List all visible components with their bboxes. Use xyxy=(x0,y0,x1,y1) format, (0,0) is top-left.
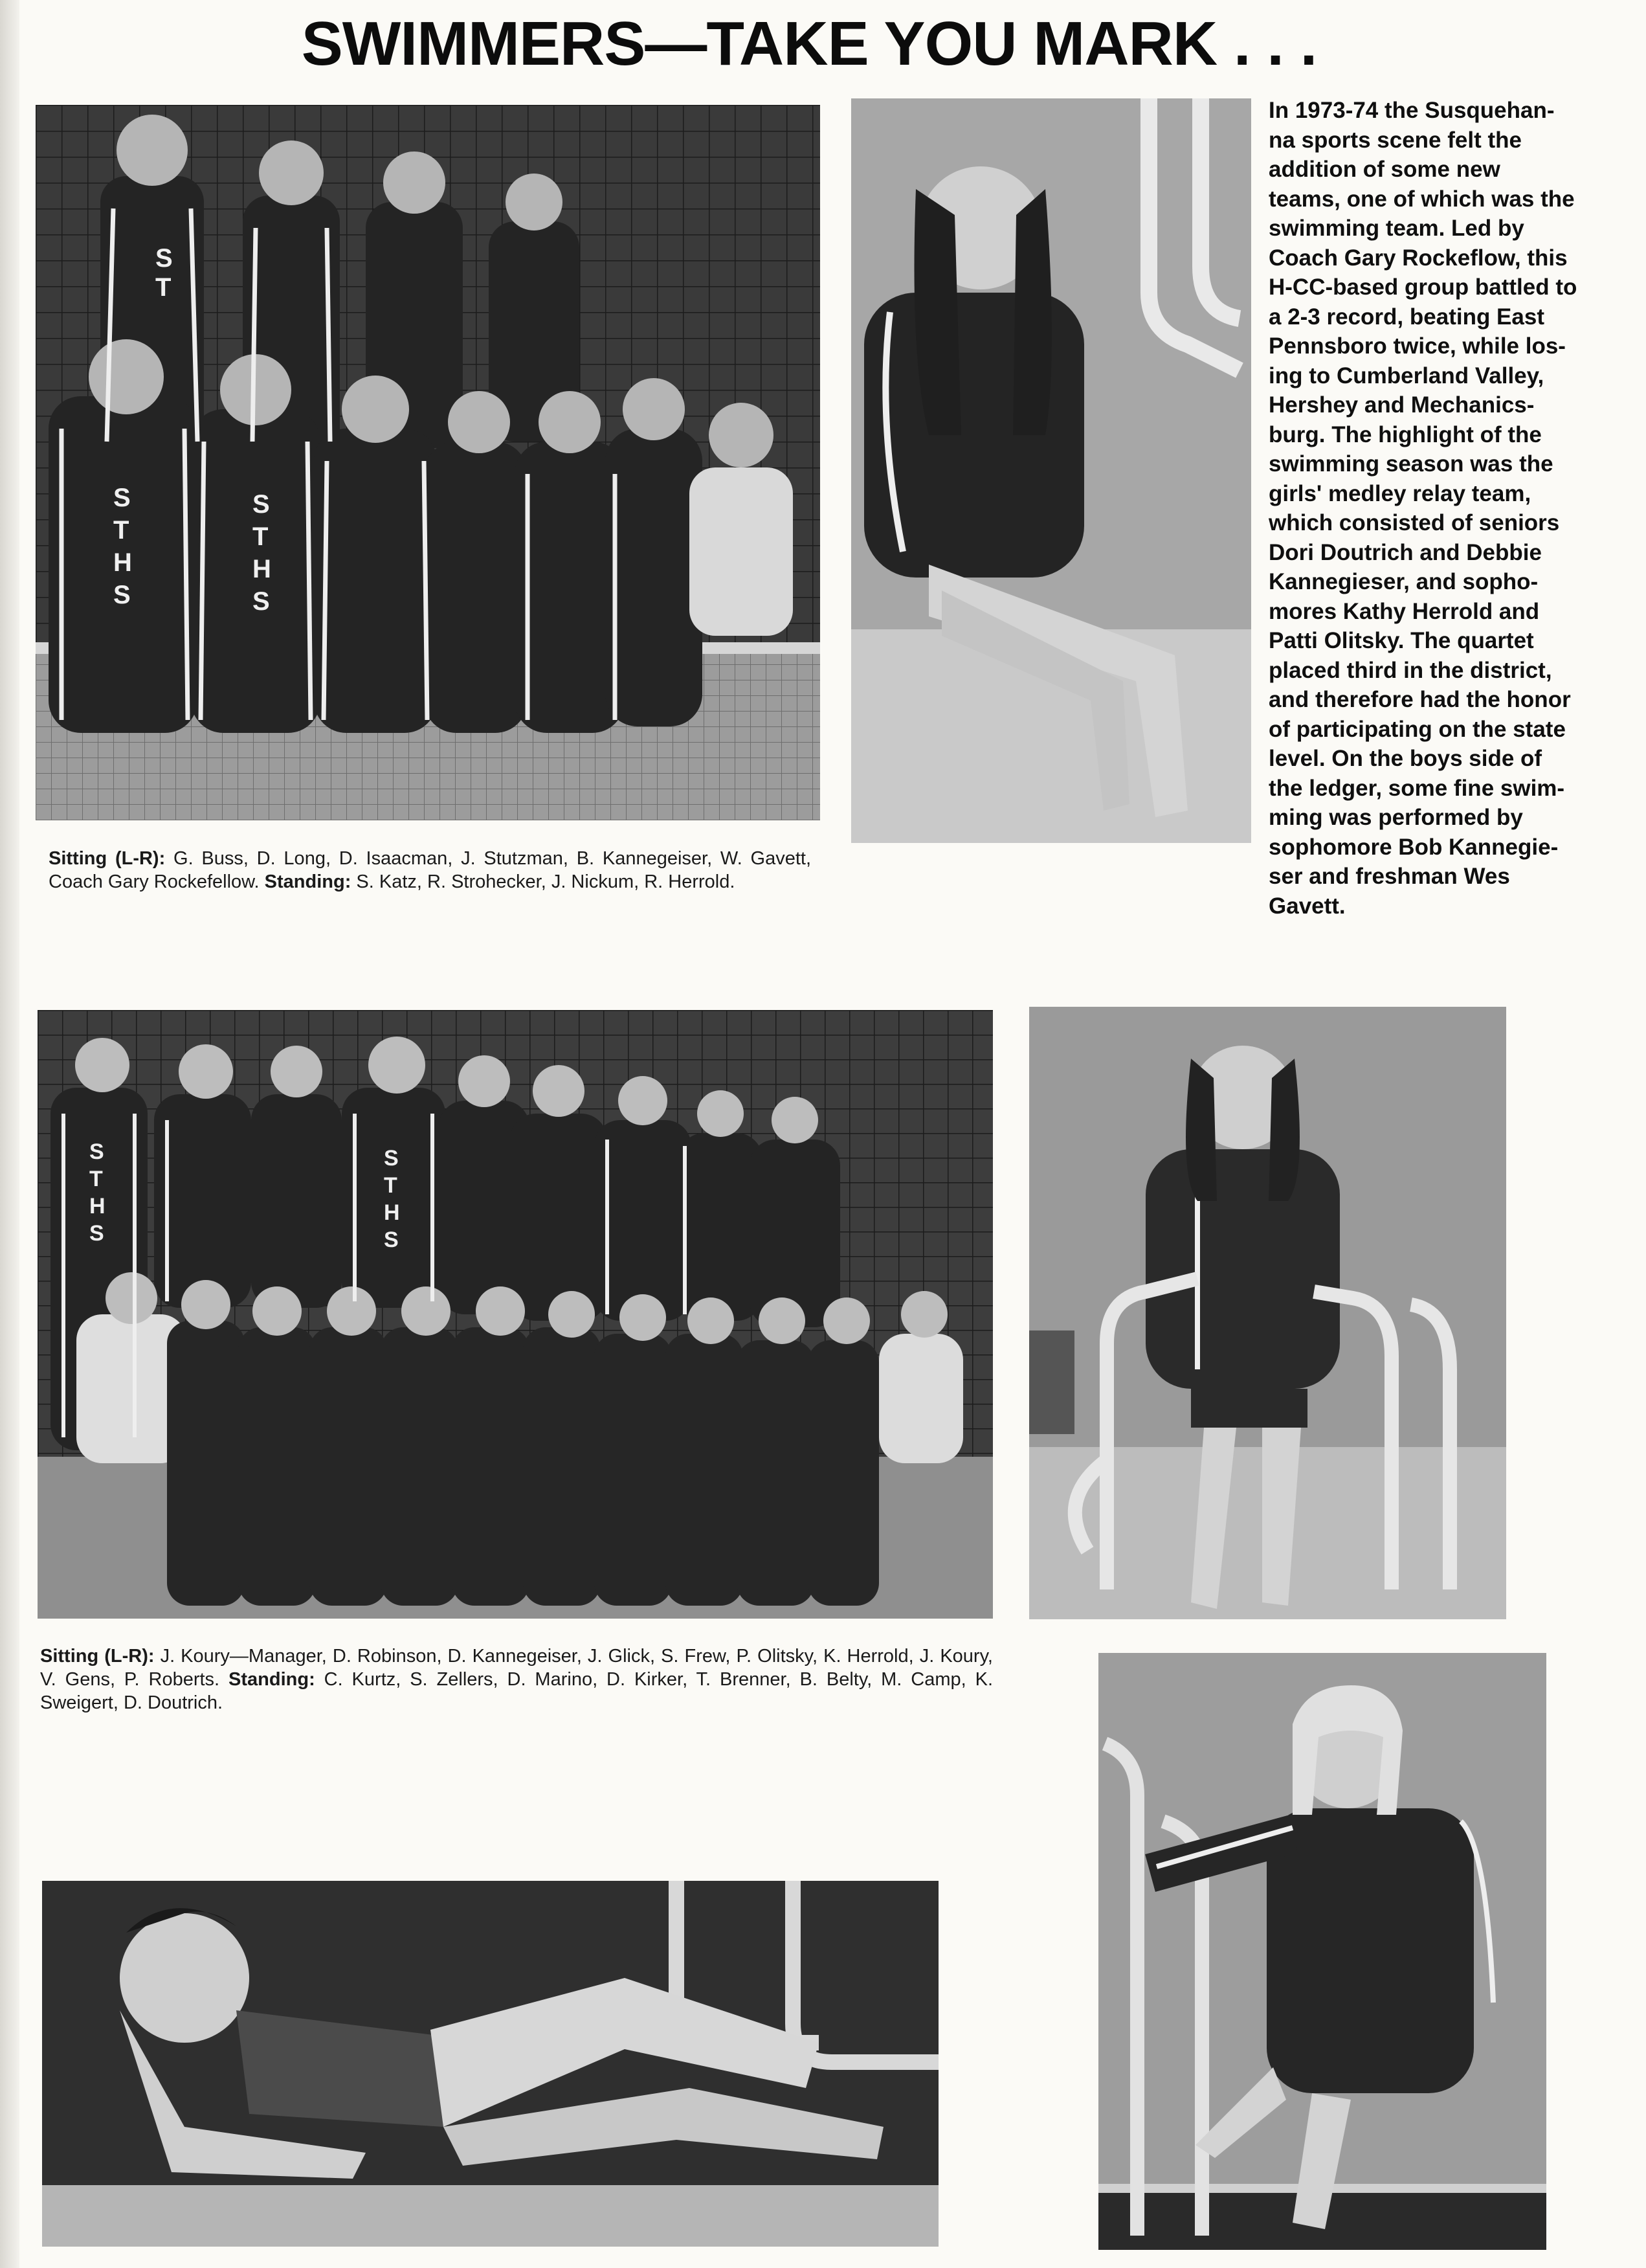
boys-sitting-label: Sitting (L-R): xyxy=(49,848,166,869)
svg-text:S: S xyxy=(384,1228,399,1252)
swimmer-reclining-photo xyxy=(42,1881,939,2247)
svg-text:T: T xyxy=(89,1167,103,1191)
svg-text:H: H xyxy=(89,1194,106,1218)
boys-team-image xyxy=(36,105,820,820)
swimmer-climbing-ladder-photo xyxy=(1098,1653,1546,2250)
svg-text:S: S xyxy=(384,1146,399,1171)
girls-standing-label: Standing: xyxy=(228,1669,315,1690)
boys-team-caption xyxy=(49,847,811,893)
svg-text:H: H xyxy=(252,555,271,583)
svg-text:T: T xyxy=(252,522,269,551)
svg-text:S: S xyxy=(89,1140,104,1164)
svg-text:T: T xyxy=(384,1173,397,1198)
page-binding-shadow xyxy=(0,0,19,2268)
svg-text:H: H xyxy=(113,548,132,577)
swimmer-climbing-ladder-image xyxy=(1098,1653,1546,2250)
swimmer-at-rails-image xyxy=(1029,1007,1506,1619)
svg-text:S: S xyxy=(252,587,270,616)
girls-sitting-label: Sitting (L-R): xyxy=(40,1646,155,1667)
boys-team-photo xyxy=(36,105,820,820)
story-text: In 1973-74 the Susquehan- na sports scene felt the addition of some new teams, one of which was the swimming team. Led by Coach Gary Rockeflow, this H-CC-based group battled to a 2-3 record, beating East Pennsboro twice, while los- ing to Cumberland Valley, Hershey and Mechanics- burg. The highlight of the swimming season was the girls' medley relay team, which consisted of seniors Dori Doutrich and Debbie Kannegieser, and sopho- mores Kathy Herrold and Patti Olitsky. The quartet placed third in the district, and therefore had the honor of participating on the state level. On the boys side of the ledger, some fine swim- ming was performed by sophomore Bob Kannegie- ser and freshman Wes Gavett. xyxy=(1269,98,1577,919)
swimmer-reclining-image xyxy=(42,1881,939,2247)
jacket-letters: S xyxy=(155,244,173,273)
svg-text:H: H xyxy=(384,1200,400,1225)
boys-standing-label: Standing: xyxy=(264,871,351,892)
swimmer-at-rails-photo xyxy=(1029,1007,1506,1619)
boys-standing-names: S. Katz, R. Strohecker, J. Nickum, R. Herrold. xyxy=(351,871,735,892)
girls-team-photo xyxy=(38,1010,993,1619)
svg-text:S: S xyxy=(89,1221,104,1246)
girls-team-image xyxy=(38,1010,993,1619)
girls-sitting-names: J. Koury—Manager, D. Robinson, D. Kannegeiser, J. Glick, S. Frew, P. Olitsky, K. Herrold, J. Koury, V. Gens, P. Roberts. xyxy=(40,1646,993,1690)
boys-sitting-names: G. Buss, D. Long, D. Isaacman, J. Stutzman, B. Kannegeiser, W. Gavett, Coach Gary Rockefellow. xyxy=(49,848,811,892)
girls-standing-names: C. Kurtz, S. Zellers, D. Marino, D. Kirker, T. Brenner, B. Belty, M. Camp, K. Sweigert, D. Doutrich. xyxy=(40,1669,993,1713)
swimmer-on-ladder-image xyxy=(851,98,1251,843)
svg-text:T: T xyxy=(155,273,172,302)
svg-text:T: T xyxy=(113,516,129,545)
girls-team-caption xyxy=(40,1645,993,1714)
page-title: SWIMMERS—TAKE YOU MARK . . . xyxy=(301,9,1317,78)
swimmer-on-ladder-photo xyxy=(851,98,1251,843)
svg-text:S: S xyxy=(113,484,131,512)
svg-text:S: S xyxy=(113,581,131,609)
svg-text:S: S xyxy=(252,490,270,519)
